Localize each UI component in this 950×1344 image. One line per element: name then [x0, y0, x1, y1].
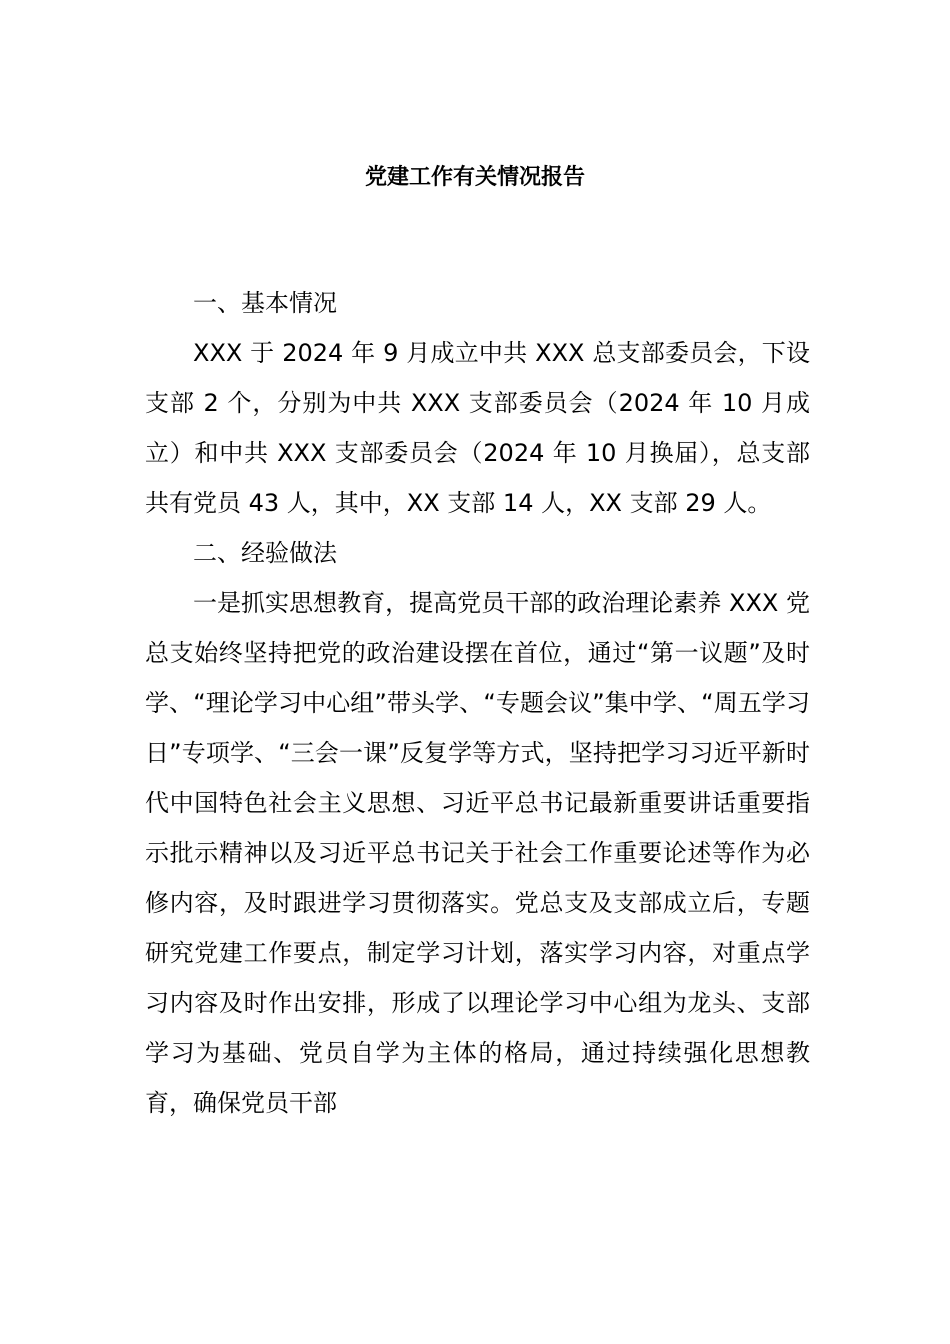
section-heading-experience: 二、经验做法: [193, 539, 337, 567]
paragraph-basic-situation: XXX 于 2024 年 9 月成立中共 XXX 总支部委员会，下设支部 2 个，分别为中共 XXX 支部委员会（2024 年 10 月成立）和中共 XXX 支部委员会（2024 年 10 月换届），总支部共有党员 43 人，其中，XX 支部 14 人，XX 支部 29 人。: [145, 339, 810, 517]
document-title: 党建工作有关情况报告: [364, 165, 585, 190]
document-body: [145, 278, 810, 1128]
paragraph-ideological-education: 一是抓实思想教育，提高党员干部的政治理论素养 XXX 党总支始终坚持把党的政治建设摆在首位，通过“第一议题”及时学、“理论学习中心组”带头学、“专题会议”集中学、“周五学习日”专项学、“三会一课”反复学等方式，坚持把学习习近平新时代中国特色社会主义思想、习近平总书记最新重要讲话重要指示批示精神以及习近平总书记关于社会工作重要论述等作为必修内容，及时跟进学习贯彻落实。党总支及支部成立后，专题研究党建工作要点，制定学习计划，落实学习内容，对重点学习内容及时作出安排，形成了以理论学习中心组为龙头、支部学习为基础、党员自学为主体的格局，通过持续强化思想教育，确保党员干部: [145, 589, 810, 1117]
section-heading-basic-situation: 一、基本情况: [193, 289, 337, 317]
